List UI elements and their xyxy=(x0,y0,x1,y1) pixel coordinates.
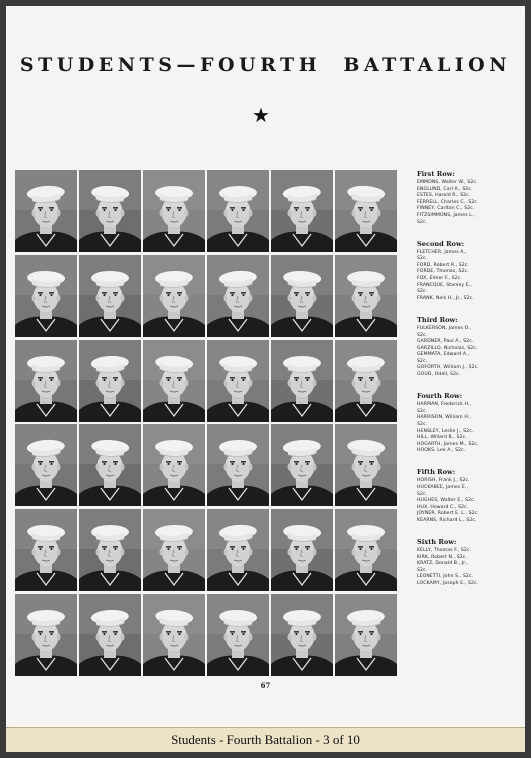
page-number: 67 xyxy=(260,681,271,690)
name-entry: GOUD, Odell, S2c. xyxy=(417,372,461,378)
sailor-portrait-icon xyxy=(79,509,141,591)
star-icon: ★ xyxy=(252,103,270,127)
name-entry: KELLY, Thomas F., S2c. xyxy=(417,548,472,554)
sailor-portrait-icon xyxy=(79,340,141,422)
name-group xyxy=(417,392,519,455)
name-entry: S2c. xyxy=(417,408,428,414)
name-entry: FINNEY, Carlton C., S2c. xyxy=(417,206,475,212)
name-entry: S2c. xyxy=(417,491,428,497)
name-entry: S2c. xyxy=(417,332,428,338)
sailor-portrait-icon xyxy=(335,170,397,252)
sailor-portrait-icon xyxy=(271,170,333,252)
name-entry: HUCKABEE, James E., xyxy=(417,485,469,490)
sailor-portrait-icon xyxy=(143,594,205,676)
sailor-portrait-icon xyxy=(207,255,269,337)
name-entry: S2c. xyxy=(417,567,428,573)
page-title: STUDENTS—FOURTH BATTALION xyxy=(19,54,512,76)
name-group xyxy=(417,538,519,588)
name-entry: HORISH, Frank J., S2c. xyxy=(417,478,470,484)
name-entry: LEONETTI, John S., S2c. xyxy=(417,574,474,580)
name-entry: S2c. xyxy=(417,256,428,262)
names-column xyxy=(417,170,519,601)
name-entry: HUGHES, Walter E., S2c. xyxy=(417,498,476,504)
portrait-grid xyxy=(15,170,399,676)
sailor-portrait-icon xyxy=(207,340,269,422)
sailor-portrait-icon xyxy=(15,170,77,252)
sailor-portrait-icon xyxy=(271,340,333,422)
caption-bar xyxy=(6,727,525,752)
sailor-portrait-icon xyxy=(335,340,397,422)
name-group xyxy=(417,240,519,303)
name-entry: FOX, Elmer F., S2c. xyxy=(417,276,462,282)
name-entry: S2c. xyxy=(417,219,428,225)
row-heading: Fifth Row: xyxy=(417,468,456,477)
sailor-portrait-icon xyxy=(207,509,269,591)
name-entry: GEMMATA, Edward A., xyxy=(417,352,470,358)
name-entry: LOCKAMY, Joseph E., S2c. xyxy=(417,581,479,587)
name-entry: FORDE, Thomas, S2c. xyxy=(417,269,469,275)
sailor-portrait-icon xyxy=(79,424,141,506)
sailor-portrait-icon xyxy=(143,424,205,506)
name-entry: HARMAN, Frederick H., xyxy=(417,402,472,408)
row-heading: Third Row: xyxy=(417,315,458,324)
name-entry: S2c. xyxy=(417,358,428,364)
sailor-portrait-icon xyxy=(79,255,141,337)
name-entry: KRATZ, Donald B., Jr., xyxy=(417,561,468,567)
sailor-portrait-icon xyxy=(207,424,269,506)
name-entry: KEARNS, Richard L., S2c. xyxy=(417,517,477,523)
sailor-portrait-icon xyxy=(335,255,397,337)
sailor-portrait-icon xyxy=(271,424,333,506)
name-entry: GOFORTH, William J., S2c. xyxy=(417,365,479,371)
row-heading: Second Row: xyxy=(417,239,465,248)
name-entry: HILL, Willard B., S2c. xyxy=(417,435,467,441)
sailor-portrait-icon xyxy=(143,340,205,422)
name-entry: S2c. xyxy=(417,421,428,427)
yearbook-page-scan xyxy=(10,10,521,725)
name-entry: ESTES, Harold R., S2c. xyxy=(417,193,471,199)
caption-text: Students - Fourth Battalion - 3 of 10 xyxy=(171,732,360,747)
sailor-portrait-icon xyxy=(335,509,397,591)
sailor-portrait-icon xyxy=(271,255,333,337)
sailor-portrait-icon xyxy=(15,340,77,422)
name-entry: GARZILLO, Nicholas, S2c. xyxy=(417,345,478,351)
sailor-portrait-icon xyxy=(79,594,141,676)
sailor-portrait-icon xyxy=(207,594,269,676)
name-group xyxy=(417,170,519,226)
name-entry: ENGLUND, Carl A., S2c. xyxy=(417,186,473,192)
sailor-portrait-icon xyxy=(143,255,205,337)
sailor-portrait-icon xyxy=(15,255,77,337)
name-entry: FULKERSON, James O., xyxy=(417,325,472,331)
name-entry: HOOKS, Lee A., S2c. xyxy=(417,448,466,454)
sailor-portrait-icon xyxy=(335,424,397,506)
name-entry: FRANK, Nels H., Jr., S2c. xyxy=(417,295,474,301)
sailor-portrait-icon xyxy=(79,170,141,252)
sailor-portrait-icon xyxy=(143,170,205,252)
sailor-portrait-icon xyxy=(143,509,205,591)
name-entry: GARDNER, Paul A., S2c. xyxy=(417,339,474,345)
name-entry: FERRELL, Charles C., S2c. xyxy=(417,199,479,205)
name-entry: JOYNER, Robert E. L., S2c. xyxy=(417,511,479,517)
name-entry: HENSLEY, Leslie J., S2c. xyxy=(417,428,474,434)
name-entry: EMMONS, Walter W., S2c. xyxy=(417,180,478,185)
sailor-portrait-icon xyxy=(335,594,397,676)
name-group xyxy=(417,468,519,524)
sailor-portrait-icon xyxy=(271,594,333,676)
name-entry: FITZSIMMONS, James L., xyxy=(417,212,476,218)
sailor-portrait-icon xyxy=(15,594,77,676)
sailor-portrait-icon xyxy=(207,170,269,252)
row-heading: Sixth Row: xyxy=(417,538,457,547)
row-heading: First Row: xyxy=(417,170,455,178)
name-entry: KIRK, Robert N., S2c. xyxy=(417,554,467,560)
sailor-portrait-icon xyxy=(271,509,333,591)
name-group xyxy=(417,316,519,379)
sailor-portrait-icon xyxy=(15,424,77,506)
row-heading: Fourth Row: xyxy=(417,392,463,401)
name-entry: S2c. xyxy=(417,289,428,295)
sailor-portrait-icon xyxy=(15,509,77,591)
name-entry: HARRISON, William H., xyxy=(417,415,471,421)
name-entry: HUX, Howard C., S2c. xyxy=(417,504,469,510)
name-entry: FRANCQUE, Stanley E., xyxy=(417,282,472,288)
name-entry: HOGARTH, James M., S2c. xyxy=(417,441,479,447)
name-entry: FORD, Robert R., S2c. xyxy=(417,262,469,268)
name-entry: FLETCHER, James A., xyxy=(417,249,467,255)
